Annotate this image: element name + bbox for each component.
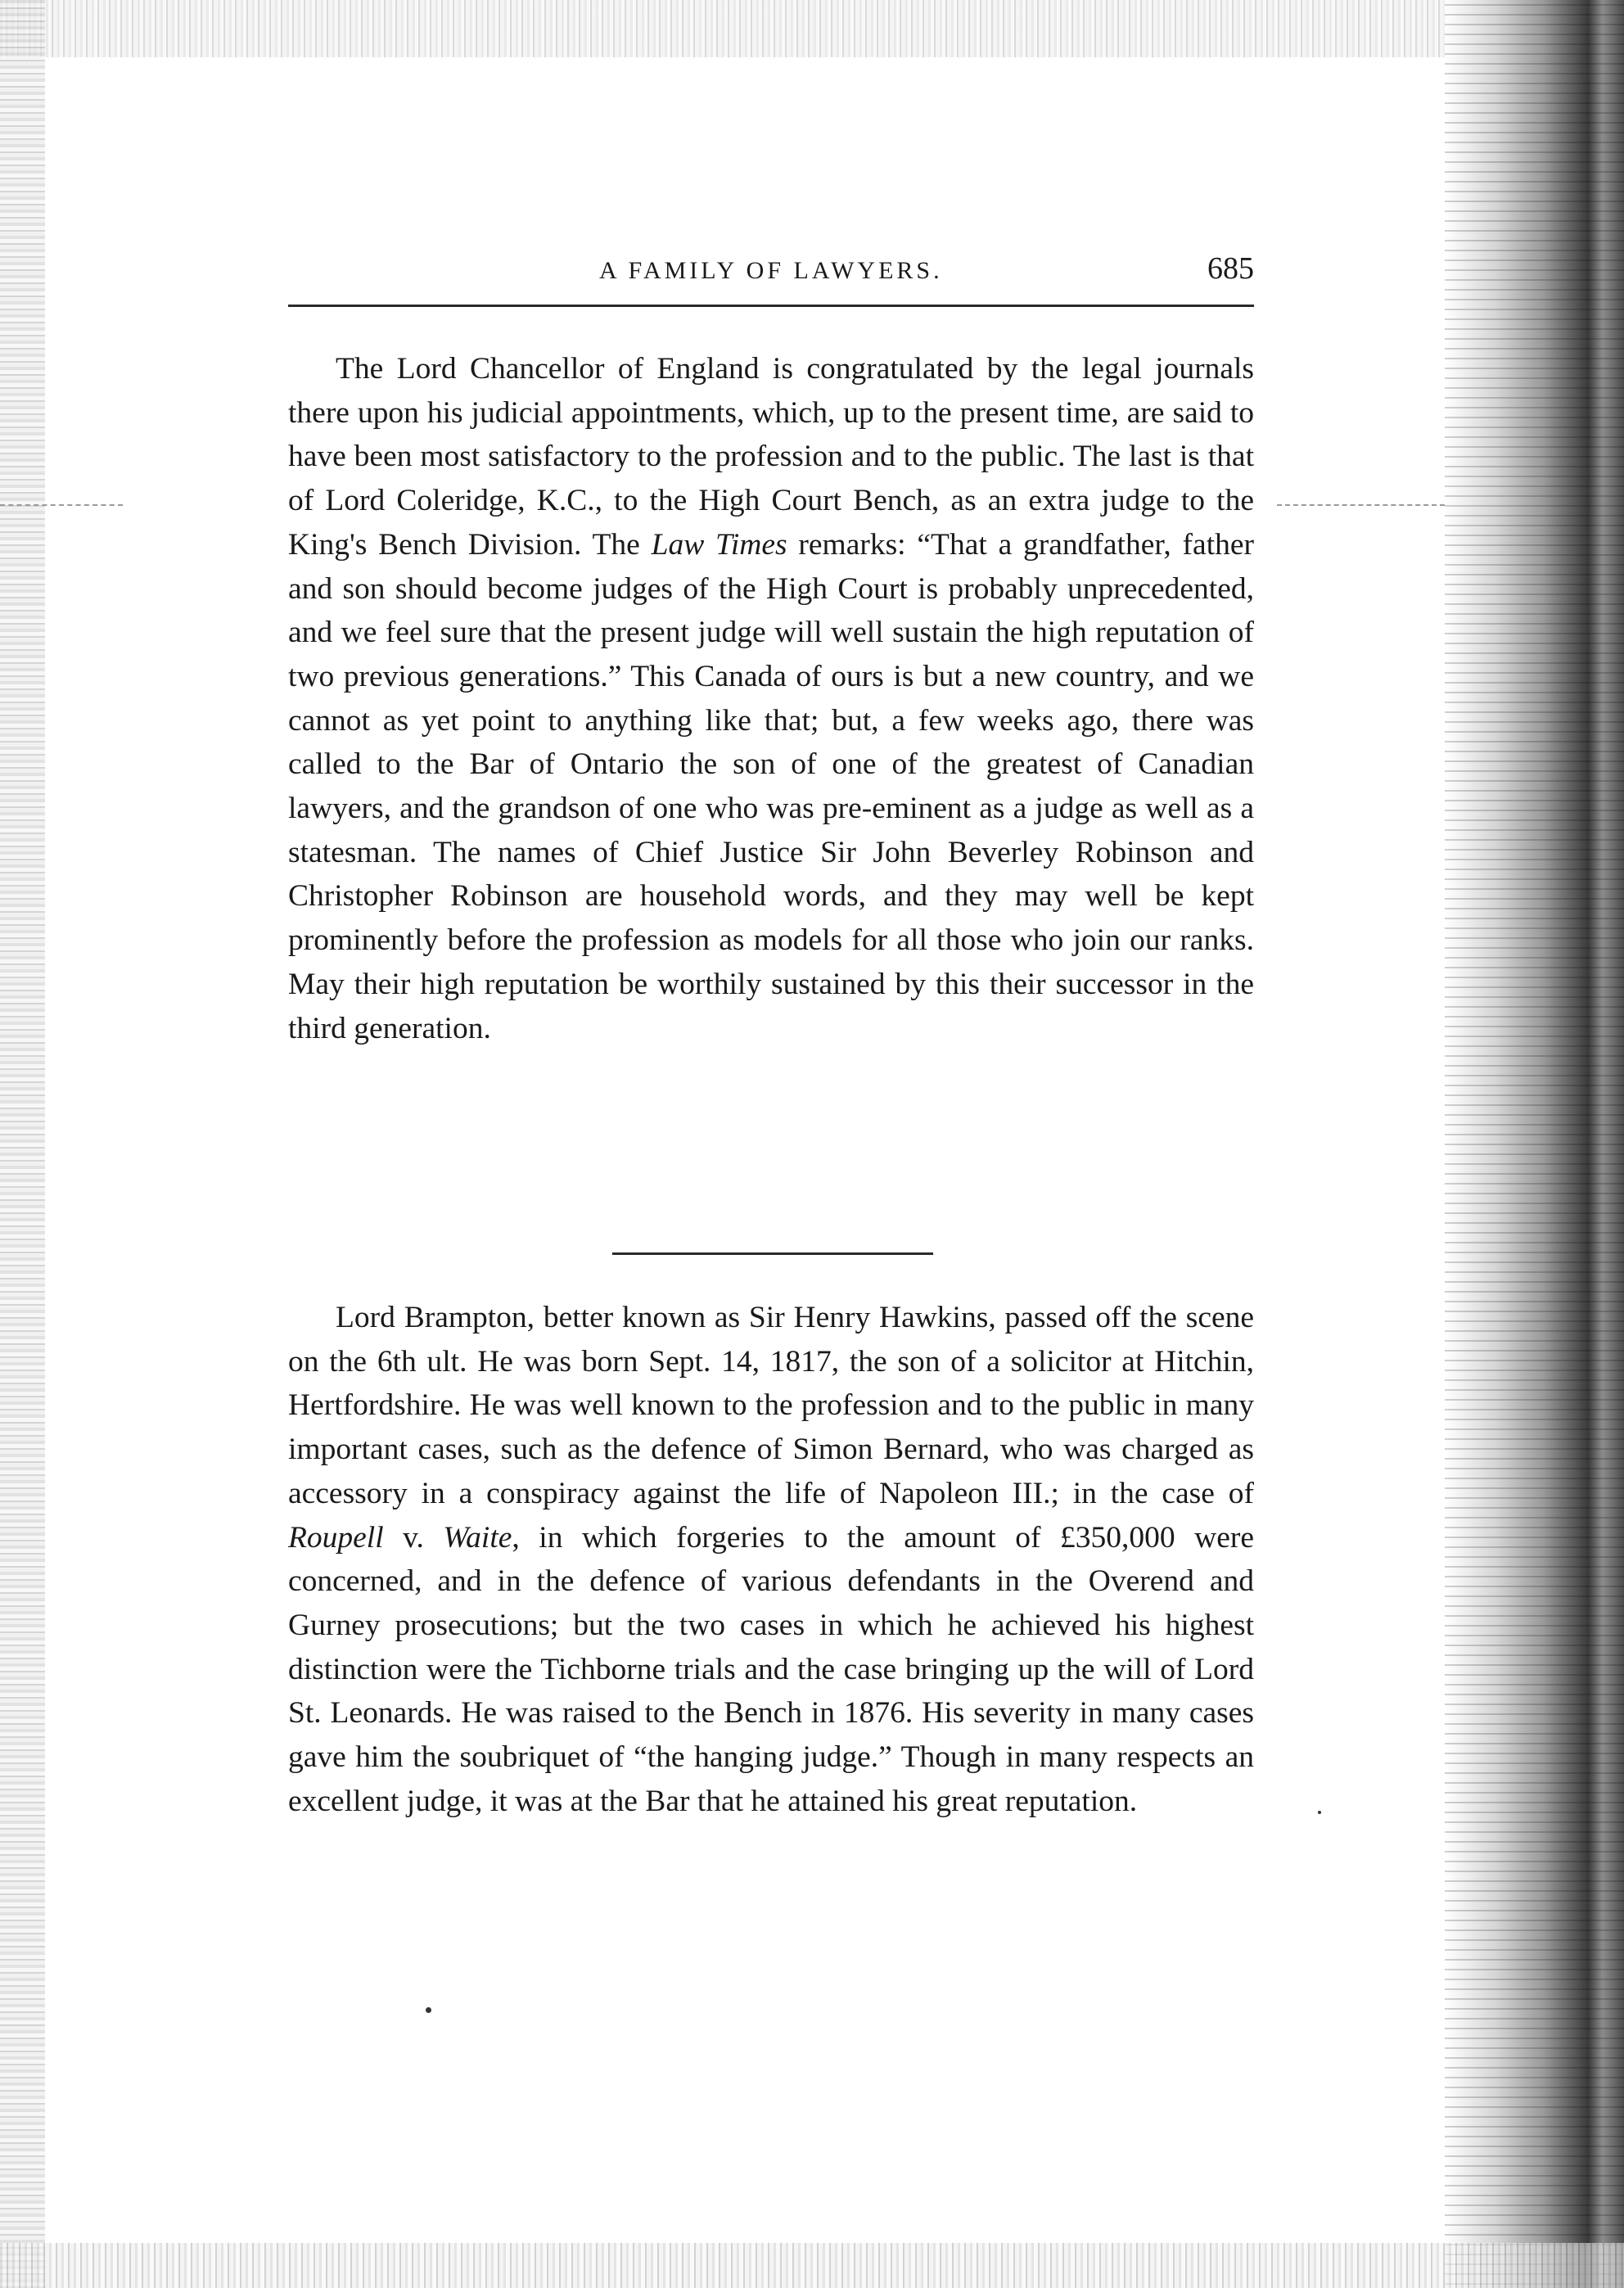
- text-run: remarks: “That a grandfather, father and son should become judges of the High Court is probably unprecedented, and we feel sure that the present judge will well sustain the high reputation of two previous generations.” This Canada of ours is but a new country, and we cannot as yet point to anything like that; but, a few weeks ago, there was called to the Bar of Ontario the son of one of the greatest of Canadian lawyers, and the grandson of one who was pre-eminent as a judge as well as a statesman. The names of Chief Justice Sir John Beverley Robinson and Christopher Robinson are household words, and they may well be kept prominently before the profession as models for all those who join our ranks. May their high reputation be worthily sustained by this their successor in the third generation.: [288, 527, 1254, 1045]
- text-run: Lord Brampton, better known as Sir Henry Hawkins, passed off the scene on the 6th ult. He was born Sept. 14, 1817, the son of a solicitor at Hitchin, Hertfordshire. He was well known to the profession and to the public in many important cases, such as the defence of Simon Bernard, who was charged as accessory in a conspiracy against the life of Napoleon III.; in the case of: [288, 1301, 1254, 1510]
- scan-edge-left: [0, 0, 45, 2288]
- fold-mark-right: [1277, 504, 1445, 506]
- page-number: 685: [1207, 251, 1254, 286]
- paragraph-lord-chancellor: [288, 347, 1254, 1050]
- text-run: The Lord Chancellor of England is congratulated by the legal journals there upon his judicial appointments, which, up to the present time, are said to have been most satisfactory to the profession and to the public. The last is that of Lord Coleridge, K.C., to the High Court Bench, as an extra judge to the King's Bench Division. The: [288, 352, 1254, 562]
- fold-mark-left: [0, 504, 123, 506]
- italic-case-name-waite: Waite: [443, 1520, 512, 1555]
- scan-edge-top: [0, 0, 1624, 57]
- running-head: [288, 251, 1254, 295]
- scan-edge-bottom: [0, 2243, 1624, 2288]
- text-run: , in which forgeries to the amount of £350,000 were concerned, and in the defence of various defendants in the Overend and Gurney prosecutions; but the two cases in which he achieved his highest distinction were the Tichborne trials and the case bringing up the will of Lord St. Leonards. He was raised to the Bench in 1876. His severity in many cases gave him the soubriquet of “the hanging judge.” Though in many respects an excellent judge, it was at the Bar that he attained his great reputation.: [288, 1520, 1254, 1818]
- section-divider: [612, 1252, 933, 1255]
- text-run: v.: [383, 1520, 444, 1555]
- running-title: A FAMILY OF LAWYERS.: [599, 257, 943, 284]
- italic-case-name-roupell: Roupell: [288, 1520, 384, 1555]
- scan-edge-right: [1445, 0, 1624, 2288]
- paragraph-lord-brampton: [288, 1296, 1254, 1823]
- ink-speck: [1318, 1811, 1321, 1814]
- header-rule: [288, 305, 1254, 307]
- italic-law-times: Law Times: [651, 527, 787, 562]
- ink-speck: [426, 2007, 431, 2013]
